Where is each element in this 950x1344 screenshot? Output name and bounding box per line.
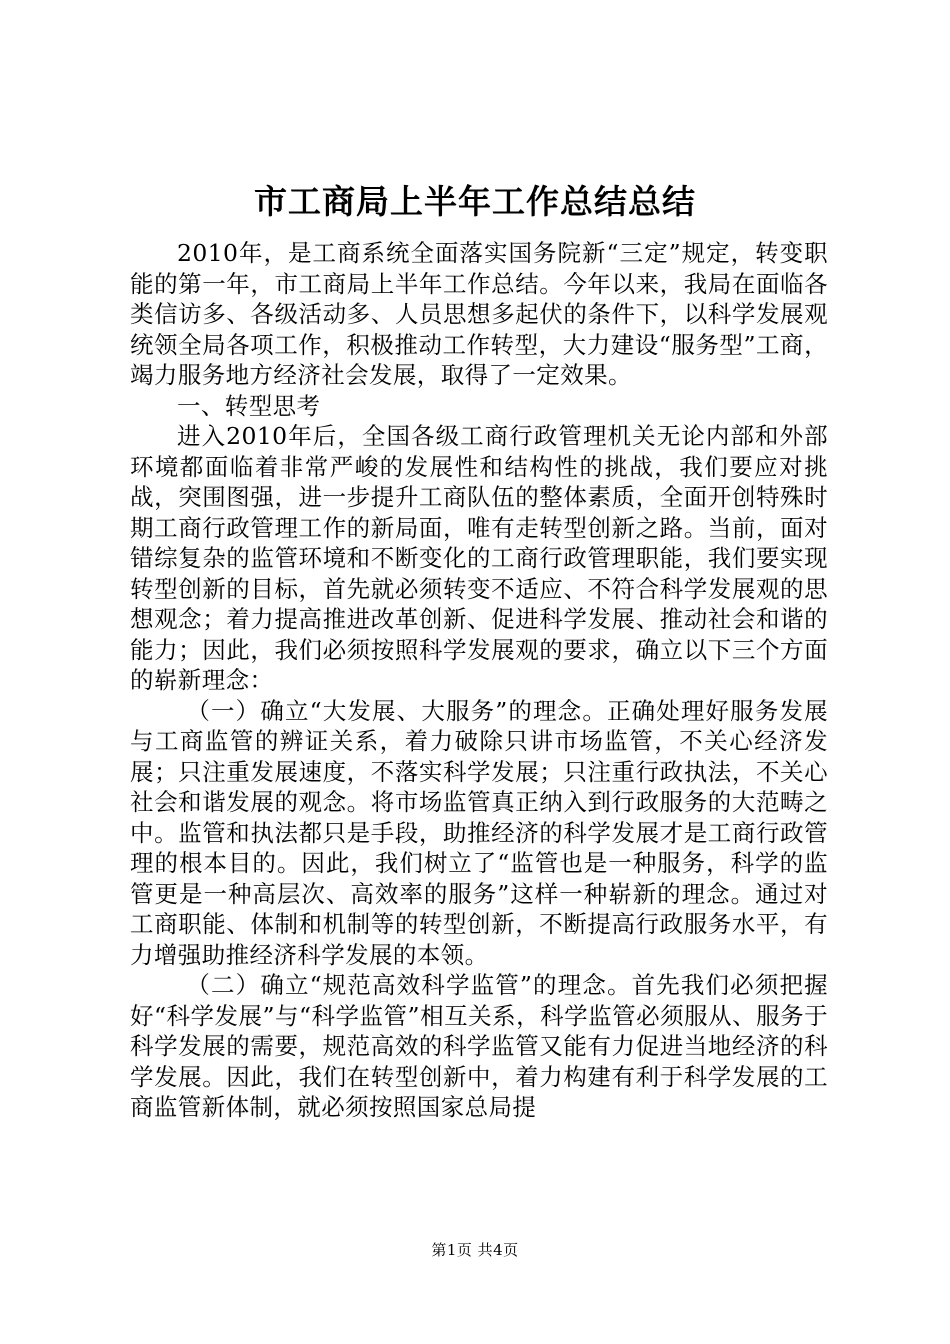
document-title: 市工商局上半年工作总结总结	[254, 182, 696, 221]
document-body	[130, 238, 828, 1123]
page-number-footer: 第1页 共4页	[431, 1241, 519, 1259]
paragraph-point-one: （一）确立“大发展、大服务”的理念。正确处理好服务发展与工商监管的辨证关系，着力破除只讲市场监管，不关心经济发展；只注重发展速度，不落实科学发展；只注重行政执法，不关心社会和谐发展的观念。将市场监管真正纳入到行政服务的大范畴之中。监管和执法都只是手段，助推经济的科学发展才是工商行政管理的根本目的。因此，我们树立了“监管也是一种服务，科学的监管更是一种高层次、高效率的服务”这样一种崭新的理念。通过对工商职能、体制和机制等的转型创新，不断提高行政服务水平，有力增强助推经济科学发展的本领。	[130, 696, 828, 969]
paragraph-intro: 2010年，是工商系统全面落实国务院新“三定”规定，转变职能的第一年，市工商局上半年工作总结。今年以来，我局在面临各类信访多、各级活动多、人员思想多起伏的条件下，以科学发展观统领全局各项工作，积极推动工作转型，大力建设“服务型”工商，竭力服务地方经济社会发展，取得了一定效果。	[130, 239, 828, 389]
section-heading: 一、转型思考	[177, 391, 321, 420]
paragraph-transition: 进入2010年后，全国各级工商行政管理机关无论内部和外部环境都面临着非常严峻的发展性和结构性的挑战，我们要应对挑战，突围图强，进一步提升工商队伍的整体素质，全面开创特殊时期工商行政管理工作的新局面，唯有走转型创新之路。当前，面对错综复杂的监管环境和不断变化的工商行政管理职能，我们要实现转型创新的目标，首先就必须转变不适应、不符合科学发展观的思想观念；着力提高推进改革创新、促进科学发展、推动社会和谐的能力；因此，我们必须按照科学发展观的要求，确立以下三个方面的崭新理念：	[130, 422, 828, 694]
paragraph-point-two: （二）确立“规范高效科学监管”的理念。首先我们必须把握好“科学发展”与“科学监管”相互关系，科学监管必须服从、服务于科学发展的需要，规范高效的科学监管又能有力促进当地经济的科学发展。因此，我们在转型创新中，着力构建有利于科学发展的工商监管新体制，就必须按照国家总局提	[130, 971, 828, 1121]
